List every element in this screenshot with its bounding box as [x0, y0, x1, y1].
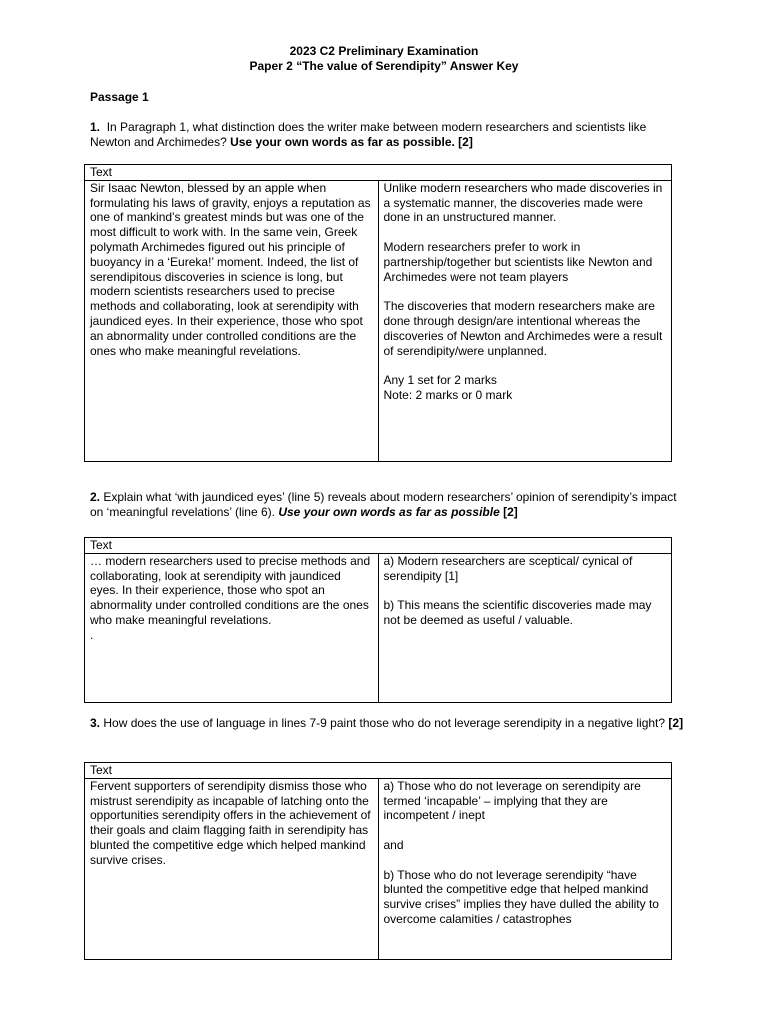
question-1-text: In Paragraph 1, what distinction does the writer make between modern researchers and scientists like Newton and Archimedes?	[90, 120, 647, 149]
text-excerpt: Sir Isaac Newton, blessed by an apple when formulating his laws of gravity, enjoys a reputation as one of mankind’s greatest minds but was one of the most difficult to work with. In the same vein, Greek polymath Archimedes figured out his principle of buoyancy in a ‘Eureka!’ moment. Indeed, the list of serendipitous discoveries in science is long, but modern scientists researchers used to precise methods and collaborating, look at serendipity with jaundiced eyes. In their experience, those who spot an abnormality under controlled conditions are the ones who make meaningful revelations.	[90, 180, 371, 358]
question-1-number: 1.	[90, 120, 101, 134]
answer-cell	[378, 553, 672, 702]
question-2	[90, 490, 690, 520]
answer-option-2: Modern researchers prefer to work in partnership/together but scientists like Newton and Archimedes were not team players	[383, 239, 653, 284]
table-header: Text	[85, 763, 672, 779]
answer-option-1: Unlike modern researchers who made discoveries in a systematic manner, the discoveries made were done in an unstructured manner.	[383, 180, 663, 225]
table-header: Text	[85, 165, 672, 181]
answer-connector: and	[383, 837, 404, 852]
question-2-number: 2.	[90, 490, 101, 504]
question-3	[90, 716, 690, 731]
text-excerpt: … modern researchers used to precise methods and collaborating, look at serendipity with jaundiced eyes. In their experience, those who spot an abnormality under controlled conditions are the ones who make meaningful revelations.	[90, 553, 371, 627]
exam-title: 2023 C2 Preliminary Examination	[289, 44, 479, 58]
question-1-instruction: Use your own words as far as possible. [2]	[230, 134, 473, 149]
question-2-marks: [2]	[503, 504, 518, 519]
table-header: Text	[85, 538, 672, 554]
text-trailing: .	[90, 627, 94, 642]
marking-note-2: Note: 2 marks or 0 mark	[383, 387, 513, 402]
answer-option-3: The discoveries that modern researchers make are done through design/are intentional whereas the discoveries of Newton and Archimedes were a result of serendipity/were unplanned.	[383, 299, 663, 358]
text-excerpt-cell	[85, 180, 379, 461]
answer-a: a) Those who do not leverage on serendipity are termed ‘incapable’ – implying that they are incompetent / inept	[383, 778, 641, 823]
text-excerpt-cell	[85, 553, 379, 702]
marking-note-1: Any 1 set for 2 marks	[383, 373, 497, 388]
answer-cell	[378, 778, 672, 959]
answer-b: b) Those who do not leverage serendipity “have blunted the competitive edge that helped mankind survive crises” implies they have dulled the ability to overcome calamities / catastrophes	[383, 867, 659, 926]
question-1-table	[84, 164, 672, 462]
paper-title: Paper 2 “The value of Serendipity” Answer Key	[249, 59, 519, 73]
question-2-table	[84, 537, 672, 703]
answer-cell	[378, 180, 672, 461]
question-3-text: How does the use of language in lines 7-9 paint those who do not leverage serendipity in a negative light?	[103, 716, 666, 730]
question-3-number: 3.	[90, 716, 101, 730]
answer-b: b) This means the scientific discoveries made may not be deemed as useful / valuable.	[383, 598, 652, 627]
question-2-instruction: Use your own words as far as possible	[278, 504, 500, 519]
question-3-table	[84, 762, 672, 960]
answer-a: a) Modern researchers are sceptical/ cynical of serendipity [1]	[383, 553, 633, 583]
text-excerpt: Fervent supporters of serendipity dismiss those who mistrust serendipity as incapable of latching onto the opportunities serendipity offers in the achievement of their goals and claim flagging faith in serendipity has blunted the competitive edge which helped mankind survive crises.	[90, 778, 371, 867]
question-1	[90, 120, 690, 150]
question-2-text: Explain what ‘with jaundiced eyes’ (line 5) reveals about modern researchers’ opinion of serendipity’s impact on ‘meaningful revelations’ (line 6).	[90, 490, 677, 519]
passage-label: Passage 1	[90, 90, 149, 104]
text-excerpt-cell	[85, 778, 379, 959]
question-3-marks: [2]	[668, 716, 684, 730]
